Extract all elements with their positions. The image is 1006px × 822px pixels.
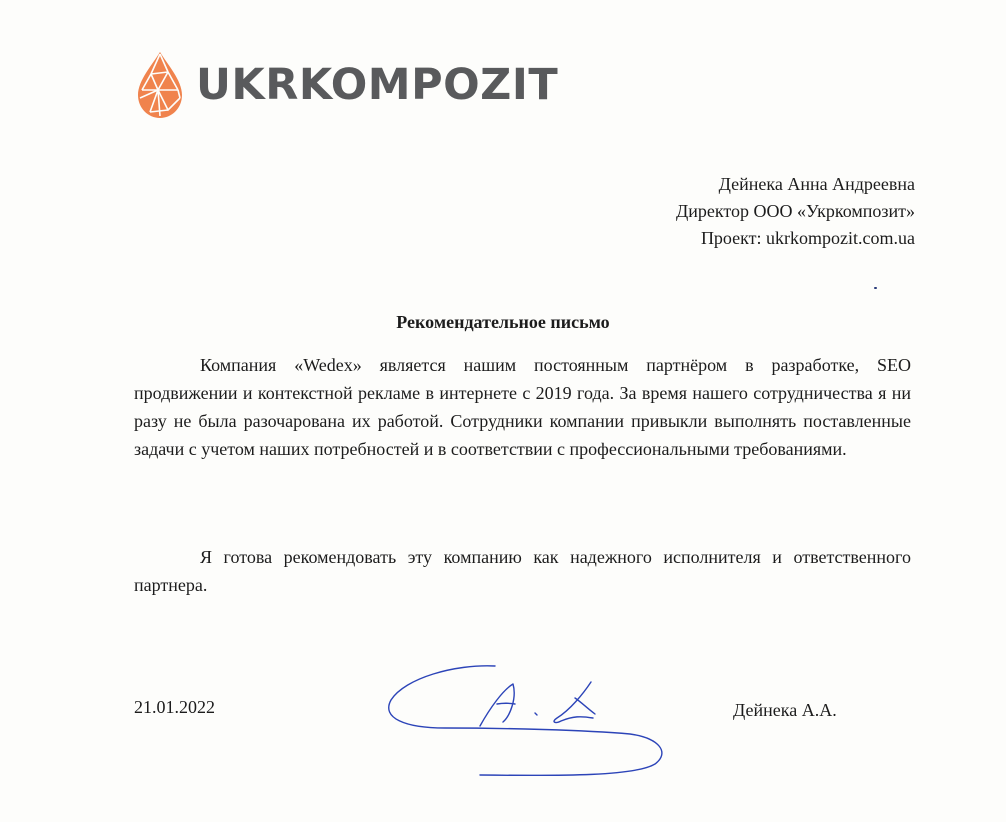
letter-date: 21.01.2022: [134, 697, 215, 717]
droplet-mosaic-icon: [134, 50, 186, 120]
addressee-block: [676, 171, 915, 252]
addressee-position: Директор ООО «Укркомпозит»: [675, 201, 915, 221]
handwritten-signature: [385, 658, 675, 783]
addressee-project: Проект: ukrkompozit.com.ua: [700, 228, 915, 248]
logo-wordmark: UKRKOMPOZIT: [196, 59, 559, 110]
letter-paragraph-1: Компания «Wedex» является нашим постоянным партнёром в разработке, SEO продвижении и контекстной рекламе в интернете с 2019 года. За время нашего сотрудничества я ни разу не была разочарована их работой. Сотрудники компании привыкли выполнять поставленные задачи с учетом наших потребностей и в соответствии с профессиональными требованиями.: [134, 355, 911, 459]
signer-name: Дейнека А.А.: [733, 700, 837, 720]
letter-paragraph-2: Я готова рекомендовать эту компанию как надежного исполнителя и ответственного партнера.: [134, 547, 911, 595]
addressee-name: Дейнека Анна Андреевна: [718, 174, 915, 194]
letter-title: Рекомендательное письмо: [396, 312, 610, 332]
ink-speck: [874, 287, 877, 289]
company-logo: [134, 50, 558, 120]
